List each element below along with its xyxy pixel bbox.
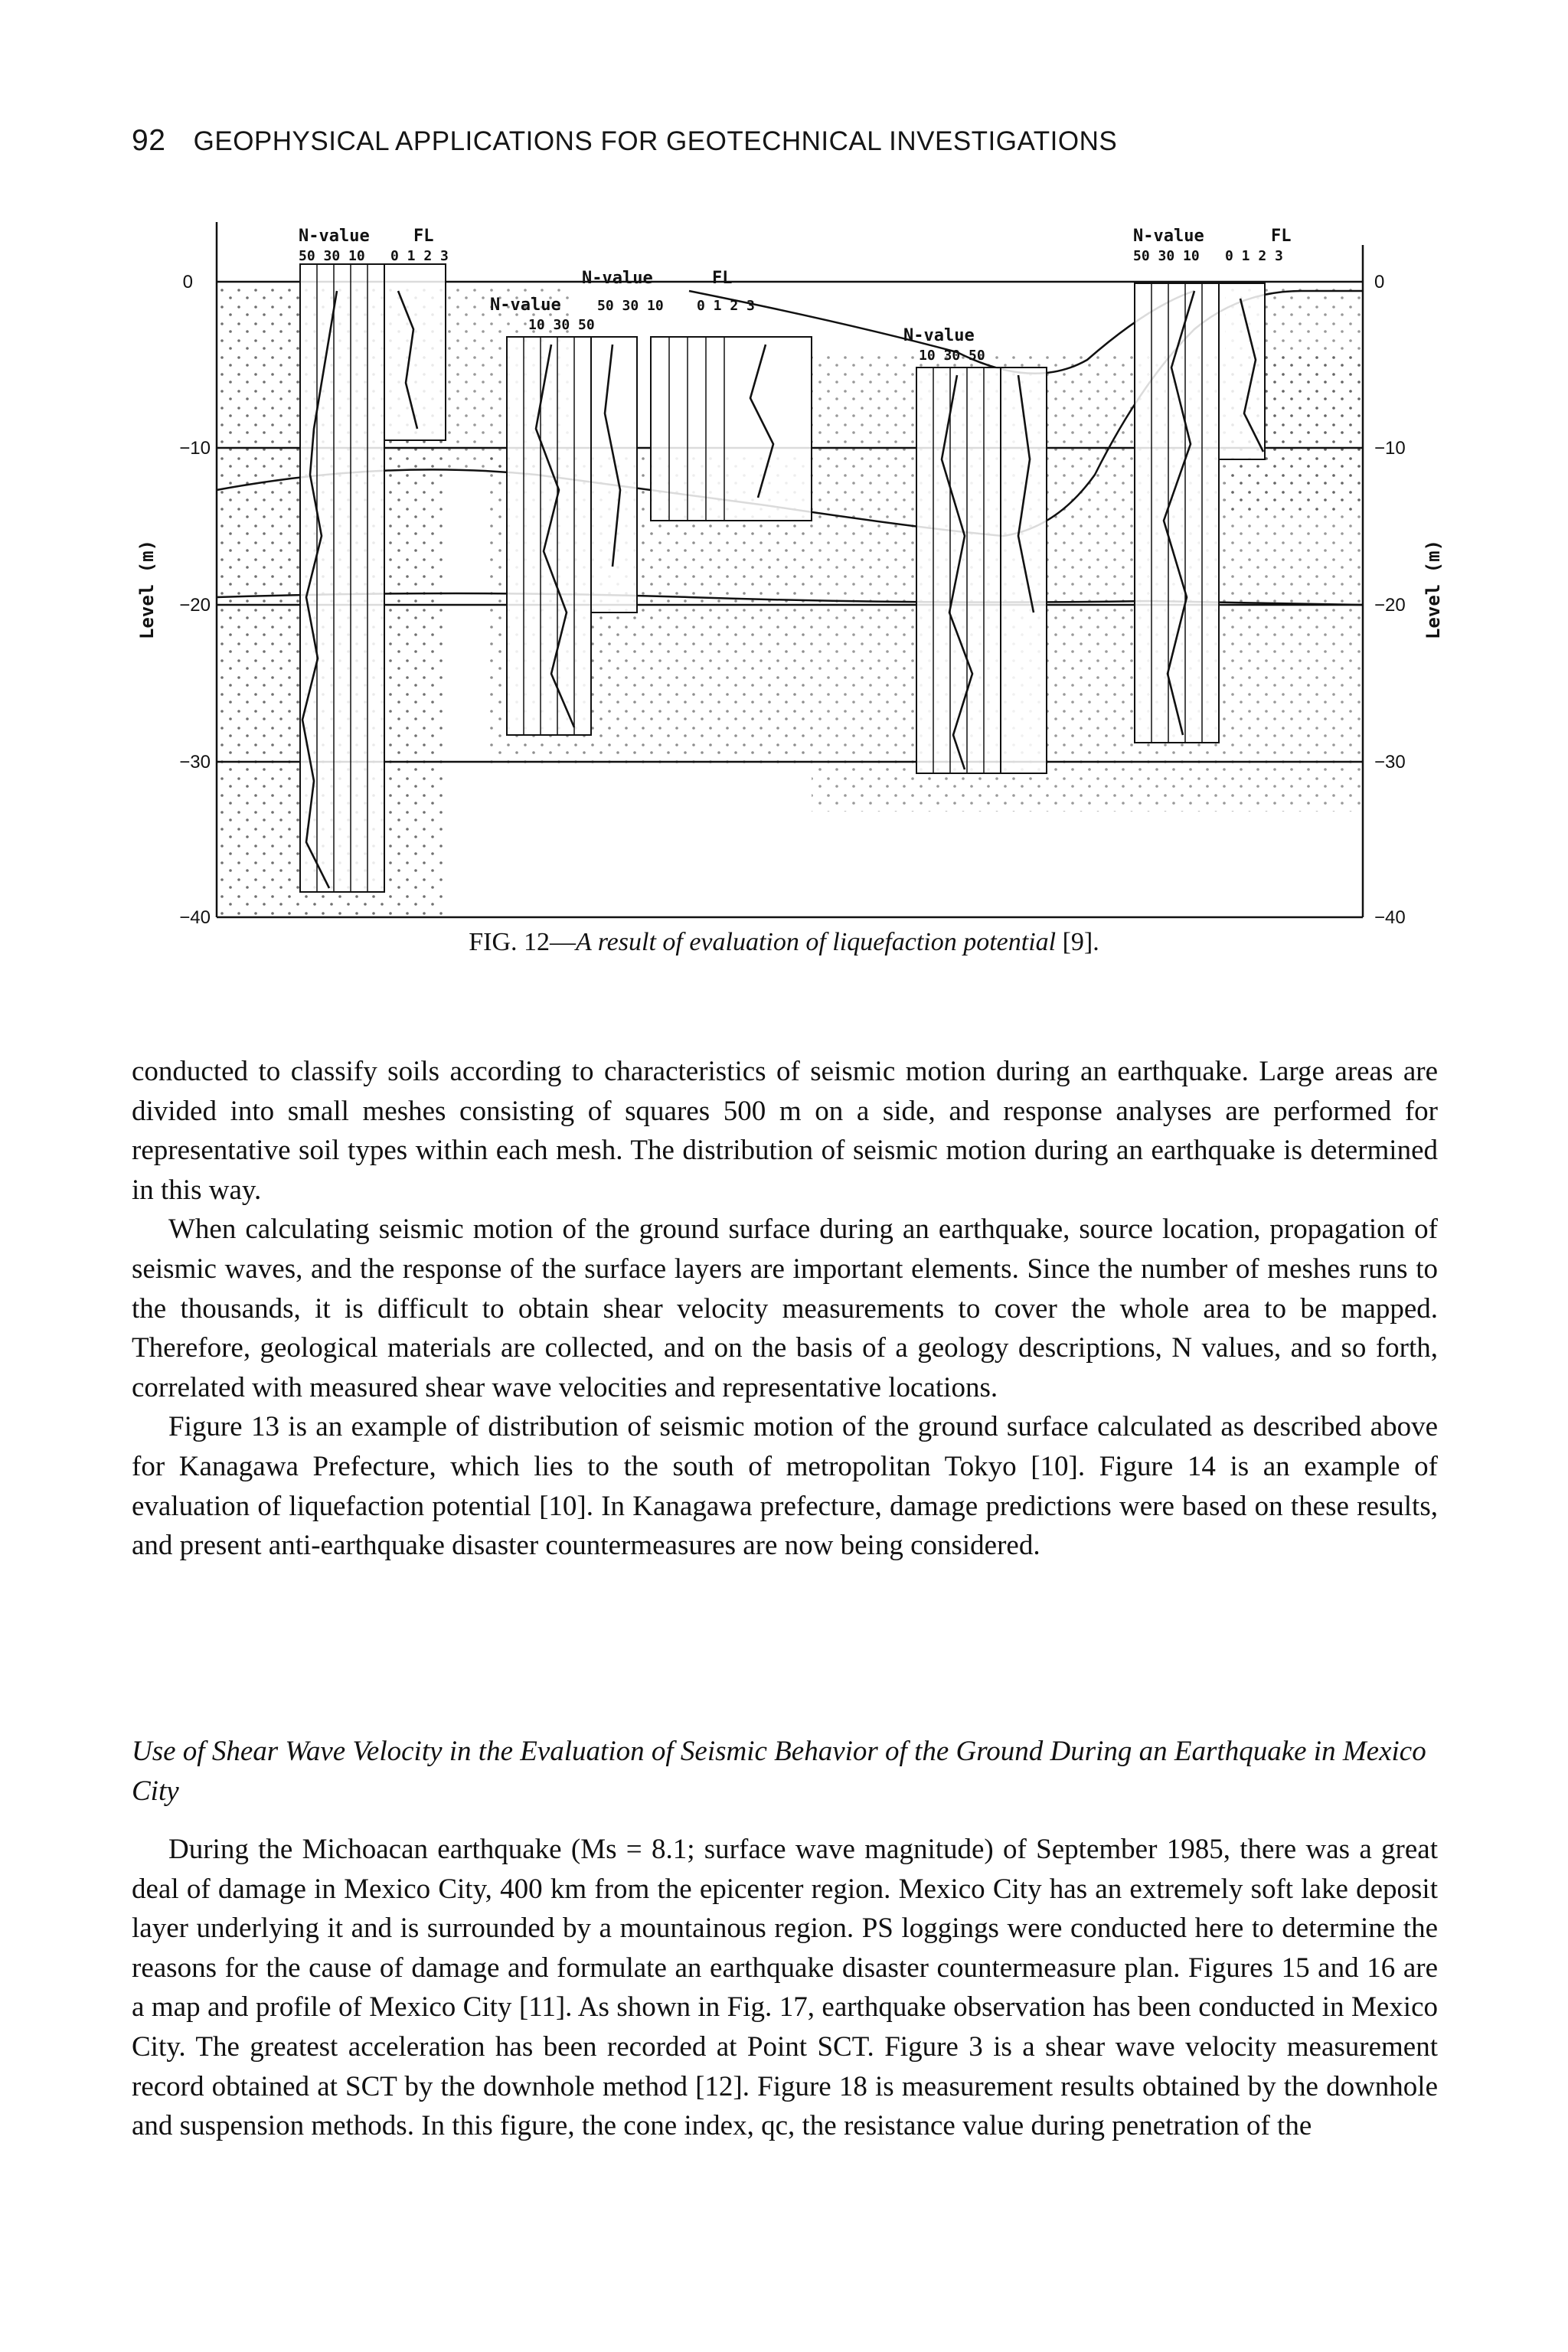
- log-label-fl-2: FL: [712, 269, 733, 288]
- log-scale-n-5: 50 30 10: [1133, 248, 1200, 264]
- body-lower: [132, 1830, 1438, 2146]
- log-scale-fl-1: 0 1 2 3: [390, 248, 449, 264]
- paragraph-4: During the Michoacan earthquake (Ms = 8.1; surface wave magnitude) of September 1985, there was a great deal of damage in Mexico City, 400 km from the epicenter region. Mexico City has an extremely soft lake deposit layer underlying it and is surrounded by a mountainous region. PS loggings were conducted here to determine the reasons for the cause of damage and formulate an earthquake disaster countermeasure plan. Figures 15 and 16 are a map and profile of Mexico City [11]. As shown in Fig. 17, earthquake observation has been conducted in Mexico City. The greatest acceleration has been recorded at Point SCT. Figure 3 is a shear wave velocity measurement record obtained at SCT by the downhole method [12]. Figure 18 is measurement results obtained by the downhole and suspension methods. In this figure, the cone index, qc, the resistance value during penetration of the: [132, 1834, 1438, 2142]
- caption-text: A result of evaluation of liquefaction potential: [576, 928, 1057, 956]
- page-number: 92: [132, 124, 166, 157]
- log-scale-short-3: 10 30 50: [528, 317, 595, 333]
- log-scale-n-1: 50 30 10: [299, 248, 365, 264]
- section-heading: Use of Shear Wave Velocity in the Evaluation of Seismic Behavior of the Ground During an Earthquake in Mexico City: [132, 1736, 1426, 1807]
- log-column-2b: [591, 337, 637, 612]
- body-upper: [132, 1052, 1438, 1566]
- log-scale-short-4: 10 30 50: [919, 348, 985, 364]
- log-label-fl-1: FL: [413, 227, 434, 246]
- log-column-5b: [1219, 283, 1265, 459]
- right-tick-10: −10: [1374, 438, 1406, 459]
- log-label-nvalue-5: N-value: [1133, 227, 1204, 246]
- left-tick-30: −30: [179, 752, 211, 773]
- log-label-nvalue-1: N-value: [299, 227, 370, 246]
- log-column-3: [651, 337, 812, 521]
- left-tick-40: −40: [179, 907, 211, 928]
- liquefaction-figure: [0, 0, 1568, 965]
- paragraph-1: conducted to classify soils according to characteristics of seismic motion during an earthquake. Large areas are divided into small meshes consisting of squares 500 m on a side, and response analyses are performed for representative soil types within each mesh. The distribution of seismic motion during an earthquake is determined in this way.: [132, 1056, 1438, 1206]
- log-label-nvalue-4: N-value: [903, 326, 975, 345]
- log-label-nvalue-2: N-value: [582, 269, 653, 288]
- paragraph-3: Figure 13 is an example of distribution of seismic motion of the ground surface calculated as described above for Kanagawa Prefecture, which lies to the south of metropolitan Tokyo [10]. Figure 14 is an example of evaluation of liquefaction potential [10]. In Kanagawa prefecture, damage predictions were based on these results, and present anti-earthquake disaster countermeasures are now being considered.: [132, 1411, 1438, 1562]
- log-label-fl-5: FL: [1271, 227, 1292, 246]
- right-axis-title: Level (m): [1423, 539, 1444, 640]
- caption-ref: [9].: [1056, 928, 1099, 956]
- left-axis-title: Level (m): [136, 539, 158, 640]
- log-column-2: [507, 337, 591, 735]
- log-label-nvalue-3: N-value: [490, 296, 561, 315]
- left-tick-20: −20: [179, 595, 211, 616]
- log-scale-n-3: 50 30 10: [597, 298, 664, 314]
- log-column-1b: [384, 264, 446, 440]
- right-tick-40: −40: [1374, 907, 1406, 928]
- paragraph-2: When calculating seismic motion of the ground surface during an earthquake, source location, propagation of seismic waves, and the response of the surface layers are important elements. Since the number of meshes runs to the thousands, it is difficult to obtain shear velocity measurements to cover the whole area to be mapped. Therefore, geological materials are collected, and on the basis of a geology descriptions, N values, and so forth, correlated with measured shear wave velocities and representative locations.: [132, 1214, 1438, 1403]
- log-column-4b: [1001, 368, 1047, 773]
- left-tick-10: −10: [179, 438, 211, 459]
- right-tick-30: −30: [1374, 752, 1406, 773]
- caption-label: FIG. 12—: [469, 928, 577, 956]
- right-tick-20: −20: [1374, 595, 1406, 616]
- log-scale-fl-3: 0 1 2 3: [697, 298, 755, 314]
- figure-caption: [0, 928, 1568, 957]
- running-title: GEOPHYSICAL APPLICATIONS FOR GEOTECHNICAL INVESTIGATIONS: [193, 126, 1118, 156]
- right-tick-0: 0: [1374, 272, 1385, 292]
- log-scale-fl-5: 0 1 2 3: [1225, 248, 1283, 264]
- left-tick-0: 0: [182, 272, 193, 292]
